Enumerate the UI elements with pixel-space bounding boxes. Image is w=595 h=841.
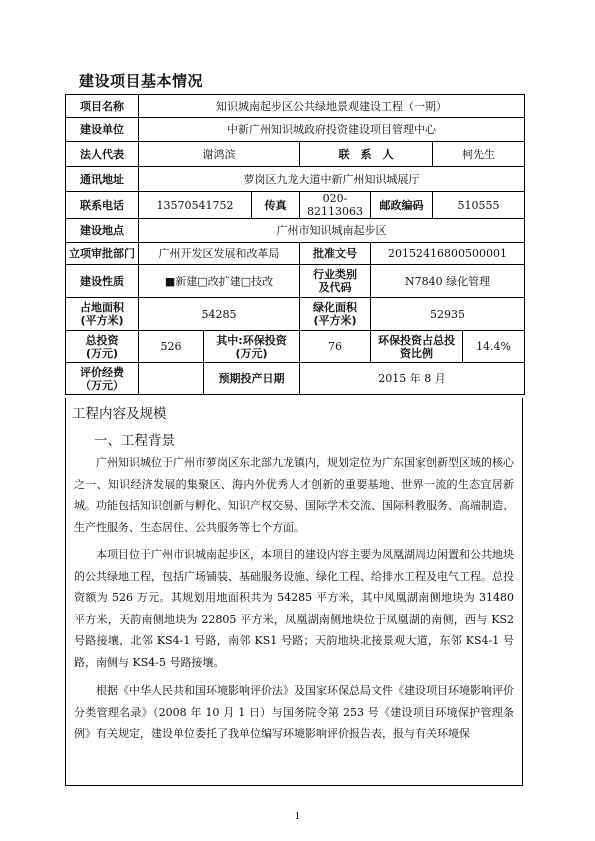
postcode-label: 邮政编码 <box>371 192 433 219</box>
sub-heading: 一、工程背景 <box>94 433 175 449</box>
phone-value: 13570541752 <box>139 192 252 219</box>
industry-label-line1: 行业类别 <box>313 268 357 281</box>
legal-rep-label: 法人代表 <box>66 142 139 167</box>
nature-value: ■新建□改扩建□技改 <box>139 265 300 298</box>
invest-label-line2: (万元) <box>85 346 119 360</box>
env-invest-label-line2: (万元) <box>235 346 268 360</box>
approval-dept-label: 立项审批部门 <box>66 243 139 265</box>
approval-no-label: 批准文号 <box>300 243 371 265</box>
env-invest-label-line1: 其中:环保投资 <box>216 333 287 347</box>
env-invest-value: 76 <box>300 331 371 363</box>
approval-dept-value: 广州开发区发展和改革局 <box>139 243 300 265</box>
industry-label-line2: 及代码 <box>318 281 352 294</box>
invest-label-line1: 总投资 <box>85 333 119 347</box>
env-ratio-label-line2: 资比例 <box>400 346 433 360</box>
industry-value: N7840 绿化管理 <box>371 265 525 298</box>
green-area-value: 52935 <box>371 298 525 331</box>
env-ratio-value: 14.4% <box>463 331 525 363</box>
env-ratio-label <box>371 331 463 363</box>
green-area-label-line1: 绿化面积 <box>313 301 357 314</box>
production-date-value: 2015 年 8 月 <box>300 363 525 395</box>
paragraph-regulations: 根据《中华人民共和国环境影响评价法》及国家环保总局文件《建设项目环境影响评价分类管理名录》（2008 年 10 月 1 日）与国务院令第 253 号《建设项目环境保护管理条例》有关规定，建设单位委托了我单位编写环境影响评价报告表，报与有关环境保 <box>74 684 514 740</box>
production-date-label: 预期投产日期 <box>204 363 300 395</box>
approval-no-value: 2015241680050000​1 <box>371 243 525 265</box>
eval-fee-label-line2: （万元） <box>80 378 124 392</box>
area-label <box>66 298 139 331</box>
address-value: 萝岗区九龙大道中新广州知识城展厅 <box>139 167 525 192</box>
section-heading: 工程内容及规模 <box>72 406 167 422</box>
env-invest-label <box>204 331 300 363</box>
project-name-label: 项目名称 <box>66 95 139 118</box>
area-value: 54285 <box>139 298 300 331</box>
area-label-line2: (平方米) <box>80 314 124 327</box>
phone-label: 联系电话 <box>66 192 139 219</box>
area-label-line1: 占地面积 <box>80 301 124 314</box>
eval-fee-label <box>66 363 139 395</box>
contact-label: 联 系 人 <box>300 142 433 167</box>
location-label: 建设地点 <box>66 219 139 243</box>
builder-label: 建设单位 <box>66 118 139 142</box>
eval-fee-value <box>139 363 204 395</box>
project-name-value: 知识城南起步区公共绿地景观建设工程（一期） <box>139 95 525 118</box>
location-value: 广州市知识城南起步区 <box>139 219 525 243</box>
builder-value: 中新广州知识城政府投资建设项目管理中心 <box>139 118 525 142</box>
postcode-value: 510555 <box>433 192 525 219</box>
legal-rep-value: 谢鸿滨 <box>139 142 300 167</box>
industry-label <box>300 265 371 298</box>
fax-label: 传真 <box>252 192 300 219</box>
address-label: 通讯地址 <box>66 167 139 192</box>
paragraph-background: 广州知识城位于广州市萝岗区东北部九龙镇内，规划定位为广东国家创新型区域的核心之一、知识经济发展的集聚区、海内外优秀人才创新的重要基地、世界一流的生态宜居新城。功能包括知识创新与孵化、知识产权交易、国际学术交流、国际科教服务、高端制造、生产性服务、生态居住、公共服务等七个方面。 <box>74 456 514 534</box>
nature-label: 建设性质 <box>66 265 139 298</box>
project-info-table <box>65 94 525 395</box>
page-number: 1 <box>294 812 301 822</box>
eval-fee-label-line1: 评价经费 <box>80 365 124 379</box>
invest-value: 526 <box>139 331 204 363</box>
contact-value: 柯先生 <box>433 142 525 167</box>
env-ratio-label-line1: 环保投资占总投 <box>378 333 455 347</box>
paragraph-project-location: 本项目位于广州市识城南起步区，本项目的建设内容主要为凤凰湖周边闲置和公共地块的公共绿地工程，包括广场铺装、基础服务设施、绿化工程、给排水工程及电气工程。总投资额为 526 万元。其规划用地面积共为 54285 平方米，其中凤凰湖南侧地块为 31480 平方米，天韵南侧地块为 22805 平方米，凤凰湖南侧地块位于凤凰湖的南侧，西与 KS2 号路接壤，北邻 KS4-1 号路，南邻 KS1 号路；天韵地块北接景观大道，东邻 KS4-1 号路，南侧与 KS4-5 号路接壤。 <box>74 548 514 669</box>
fax-value: 020-82113063 <box>300 192 371 219</box>
green-area-label <box>300 298 371 331</box>
green-area-label-line2: (平方米) <box>313 314 357 327</box>
invest-label <box>66 331 139 363</box>
page-title: 建设项目基本情况 <box>79 72 204 90</box>
